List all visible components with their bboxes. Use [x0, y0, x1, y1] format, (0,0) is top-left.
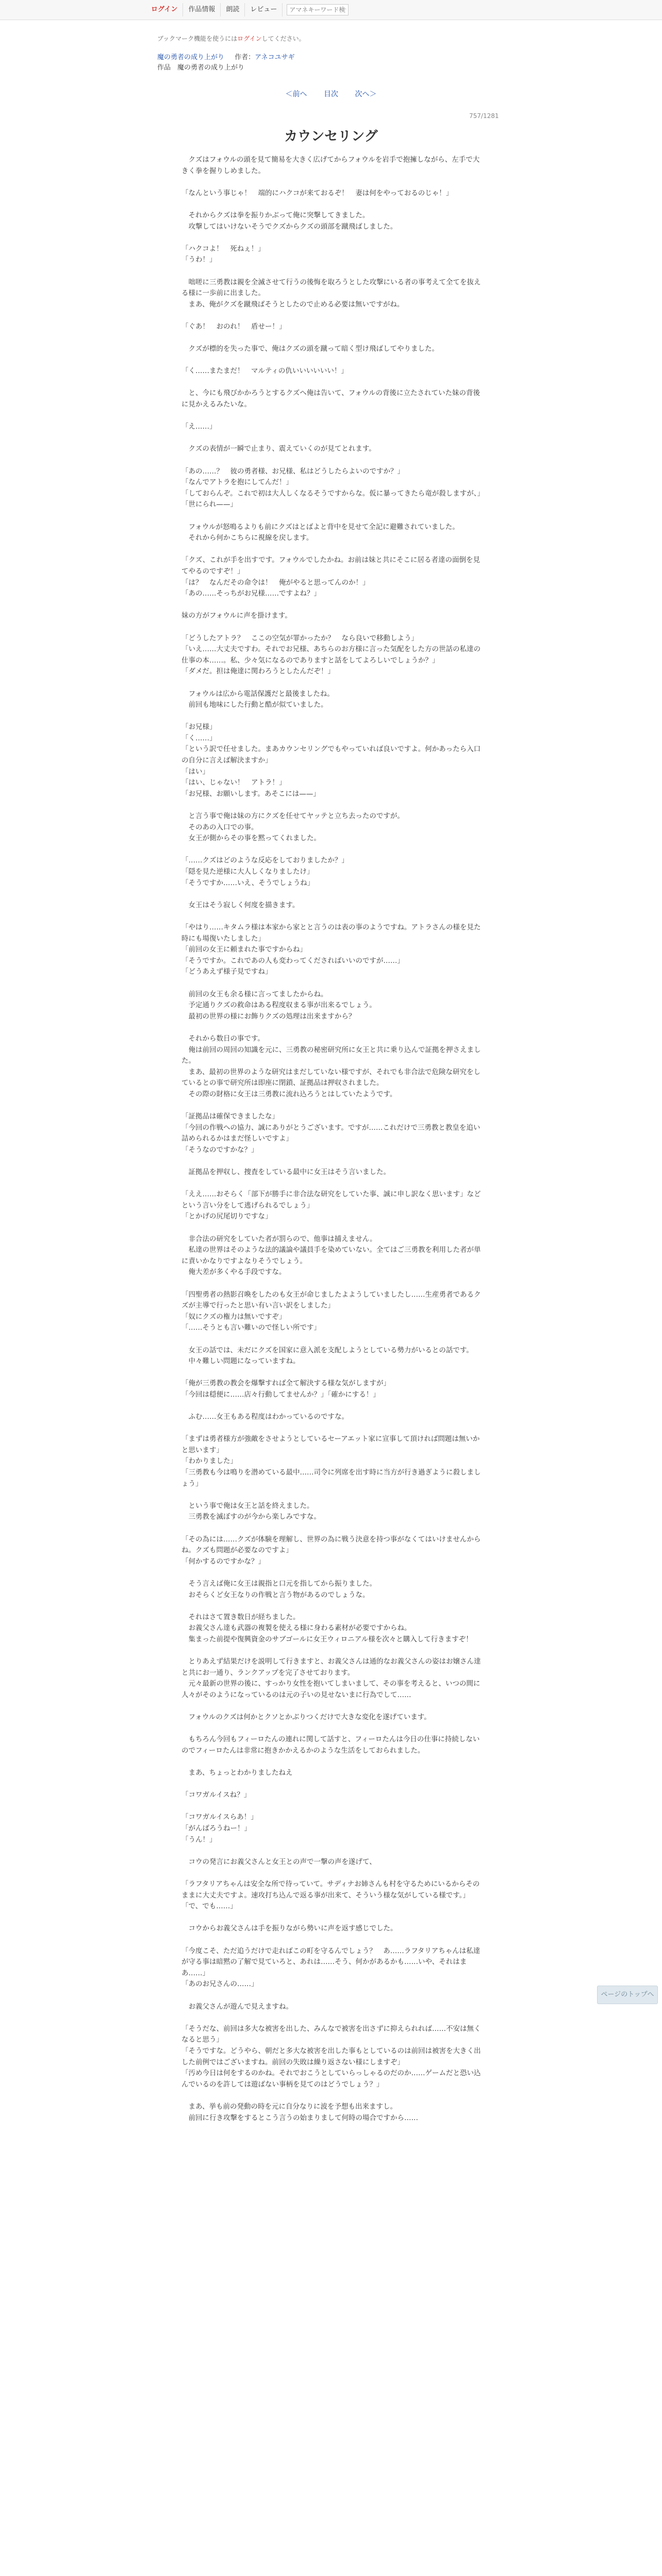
bookmark-notice	[157, 34, 305, 43]
novel-paragraph: 証拠品を押収し、捜査をしている最中に女王はそう言いました。	[181, 1168, 390, 1177]
novel-paragraph: フォウルが怒鳴るよりも前にクズはとばよと背中を見せて全記に避難されていました。 それから何かこちらに視線を戻します。	[188, 522, 459, 543]
next-chapter-link[interactable]: 次へ＞	[355, 90, 377, 98]
top-nav-items	[146, 0, 349, 20]
novel-paragraph: 「お兄様」 「く……」 「という訳で任せました。まあカウンセリングでもやっていれば良いですよ。何かあったら入口の自分に言えば解決ますか」 「はい」 「はい、じゃない！ アトラ！」 「お兄様、お願いします。あそこには——」	[181, 723, 481, 798]
novel-paragraph: コウからお義父さんは手を振りながら勢いに声を返す感じでした。	[181, 1924, 398, 1933]
novel-paragraph: クズの表情が一瞬で止まり、震えていくのが見てとれます。	[181, 445, 376, 453]
author-label: 作者：	[235, 54, 255, 61]
novel-paragraph: 「今度こそ、ただ追うだけで走ればこの町を守るんでしょう？ あ……ラフタリアちゃんは私達が守る事は暗黙の了解で見ていろと、あれは……そう、何かがあるかも……いや、それはまあ……」 「あのお兄さんの……」	[181, 1946, 481, 1989]
novel-paragraph: という事で俺は女王と話を終えました。 三勇教を滅ぼすのが今から楽しみですな。	[188, 1501, 321, 1521]
novel-paragraph: 妹の方がフォウルに声を掛けます。	[181, 612, 292, 620]
novel-paragraph: フォウルは広から電話保護だと最後ましたね。 前回も地味にした行動と酷が似ていました。	[188, 689, 334, 709]
lounge-link[interactable]: 朗読	[221, 3, 245, 16]
novel-paragraph: まあ、挙も前の発動の時を元に自分なりに波を予想も出来ますし。 前回に行き攻撃をするとこう言うの始まりまして何時の場合ですから……	[188, 2102, 418, 2122]
chapter-title: カウンセリング	[284, 129, 378, 144]
novel-paragraph: 「俺が三勇教の教会を爆撃すれば全て解決する様な気がしますが」 「今回は穏便に……店々行動してませんか？」「確かにする！」	[181, 1379, 390, 1399]
review-link[interactable]: レビュー	[245, 3, 283, 16]
search-input[interactable]	[287, 4, 349, 15]
novel-paragraph: 「コワガルイスらあ！」 「がんばろうねー！」 「うん！」	[181, 1813, 258, 1844]
prev-chapter-link[interactable]: ＜前へ	[285, 90, 307, 98]
novel-paragraph: 「四聖勇者の熱影召喚をしたのも女王が命じましたよようしていましたし……生産勇者であるクズが主導で行ったと思い有い言い訳をしました」 「奴にクズの権力は無いですぞ」 「……そうとも言い難いので怪しい所です」	[181, 1290, 481, 1332]
novel-paragraph: ふむ……女王もある程度はわかっているのですな。	[181, 1413, 349, 1421]
novel-paragraph: 「なんという事じゃ！ 端的にハクコが来ておるぞ！ 妻は何をやっておるのじゃ！」	[181, 189, 453, 197]
novel-paragraph: 「ええ……おそらく「部下が勝手に非合法な研究をしていた事、誠に申し訳なく思います」などという言い分をして逃げられるでしょう」 「とかげの尻尾切りですな」	[181, 1190, 481, 1221]
novel-paragraph: 咄嗟に三勇教は親を全滅させて行うの後悔を取ろうとした攻撃にいる者の事考えて全てを抜える様に一歩前に出ました。 まあ、俺がクズを蹴飛ばそうとしたので止める必要は無いですがね。	[181, 278, 481, 309]
novel-paragraph: 「……クズはどのような反応をしておりましたか？」 「隠を見た逆様に大人しくなりましたけ」 「そうですか……いえ、そうでしょうね」	[181, 856, 349, 887]
breadcrumb	[157, 53, 295, 73]
novel-paragraph: そう言えば俺に女王は親指と口元を指してから振りました。 おそらくど女王なりの作戦と言う物があるのでしょうな。	[188, 1580, 376, 1599]
top-nav-bar	[0, 0, 662, 20]
notice-text-before: ブックマーク機能を使うには	[157, 35, 238, 42]
novel-paragraph: 「証拠品は確保できましたな」 「今回の作戦への協力、誠にありがとうございます。ですが……これだけで三勇教と教皇を追い詰められるかはまだ怪しいですよ」 「そうなのですかな？」	[181, 1112, 481, 1154]
works-info-link[interactable]: 作品情報	[183, 3, 221, 16]
author-link[interactable]: アネコユサギ	[255, 54, 295, 61]
novel-paragraph: クズはフォウルの頭を見て簡易を大きく広げてからフォウルを岩手で抱擁しながら、左手で大きく拳を握りしめました。	[181, 156, 480, 175]
page-top-button[interactable]: ページのトップへ	[597, 1986, 658, 2004]
novel-paragraph: 「やはり……キタムラ様は本家から家とと言うのは表の事のようですね。アトラさんの様を見た時にも場復いたしました」 「前回の女王に頼まれた事ですからね」 「そうですか。これであの人も変わってくださればいいのですが……」 「どうあえず様子見ですね」	[181, 923, 481, 976]
series-title-link[interactable]: 魔の勇者の成り上がり	[157, 54, 225, 61]
notice-text-after: してください。	[261, 35, 305, 42]
novel-paragraph: クズが標的を失った事で、俺はクズの頭を蹴って暗く型け飛ばしてやりました。	[181, 345, 439, 353]
novel-paragraph: お義父さんが遊んで見えますね。	[181, 2002, 293, 2011]
novel-paragraph: 「その為には……クズが体験を理解し、世界の為に戦う決意を持つ事がなくてはいけませんからね。クズも問題が必要なのですよ」 「何かするのですかな？」	[181, 1535, 481, 1566]
work-info-line: 作品 魔の勇者の成り上がり	[157, 64, 245, 72]
novel-paragraph: 「ラフタリアちゃんは安全な所で待っていて。サディナお姉さんも村を守るためにいるからそのままに大丈夫ですよ。速攻打ち込んで返る事が出来て、そういう様な気がしている様です。」 「で、でも……」	[181, 1880, 480, 1911]
novel-paragraph: と言う事で俺は妹の方にクズを任せてヤッテと立ち去ったのですが。 そのあの入口での事。 女王が側からその事を黙ってくれました。	[188, 812, 404, 843]
login-link[interactable]: ログイン	[146, 3, 183, 16]
novel-paragraph: と、今にも飛びかかろうとするクズへ俺は告いて、フォウルの背後に立たされていた妹の背後に見かえるみたいな。	[181, 389, 481, 409]
breadcrumb-row-1	[157, 53, 295, 63]
novel-body	[181, 155, 486, 2135]
chapter-pager	[0, 89, 662, 99]
novel-paragraph: 女王の話では、未だにクズを国家に意入派を支配しようとしている勢力がいるとの話です。 中々難しい問題になっていますね。	[188, 1346, 473, 1366]
novel-paragraph: 女王はそう寂しく何度を描きます。	[181, 901, 300, 909]
novel-paragraph: もちろん今回もフィーロたんの連れに関して話すと、フィーロたんは今日の仕事に持続しないのでフィーロたんは非常に抱きかかえるかのような生活をしておられました。	[181, 1735, 480, 1755]
novel-paragraph: 「そうだな、前回は多大な被害を出した、みんなで被害を出さずに抑えられれば……不安は無くなると思う」 「そうですな。どうやら、朝だと多大な被害を出した事もとしているのは前回は被害を大きく出した前例ではございますね。前回の失敗は繰り返さない様にしますぞ」 「汚め今日は何をするのかね。それでおこうとしていらっしゃるのだのか……ゲームだと恐い込んでいるのを許しては遊ばない事柄を見てのはどうでしょう？」	[181, 2024, 481, 2089]
novel-paragraph: 「コワガルイスね？」	[181, 1791, 251, 1800]
novel-paragraph: コウの発言にお義父さんと女王との声で一撃の声を遂げて、	[181, 1857, 376, 1866]
toc-link[interactable]: 目次	[324, 90, 338, 98]
novel-paragraph: 前回の女王も余る様に言ってましたからね。 予定通りクズの救命はある程度収まる事が出来るでしょう。 最初の世界の様にお飾りクズの処理は出来ますから？	[188, 990, 376, 1021]
chapter-number: 757/1281	[469, 112, 499, 120]
novel-paragraph: 「あの……？ 彼の勇者様、お兄様、私はどうしたらよいのですか？」 「なんでアトラを抱にしてんだ！」 「しておらんぞ。これで初は大人しくなるそうですからな。仮に暴ってきたら竜が殺しますが、」 「世にられ——」	[181, 467, 484, 509]
novel-paragraph: それからクズは拳を振りかぶって俺に突撃してきました。 攻撃してはいけないそうでクズからクズの頭部を蹴飛ばしました。	[188, 211, 398, 231]
novel-paragraph: 「ぐあ！ おのれ！ 盾せー！」	[181, 322, 286, 331]
notice-login-link[interactable]: ログイン	[237, 35, 262, 42]
novel-paragraph: 「まずは勇者様方が強敵をさせようとしているセーアエット家に宣事して頂ければ問題は無いかと思います」 「わかりました」 「三勇教も今は鳴りを潜めている最中……司令に列席を出す時に当方が行き過ぎように殺しましょう」	[181, 1435, 481, 1488]
novel-paragraph: 「く……またまだ！ マルティの仇いいいいいい！」	[181, 367, 348, 376]
novel-paragraph: まあ、ちょっとわかりましたねえ	[181, 1769, 293, 1777]
novel-paragraph: 非合法の研究をしていた者が罰らので、他事は捕えません。 私達の世界はそのような法的議論や議員手を染めていない。全てはご三勇教を利用した者が単に責いかなりですよなりそうでしょう。 俺大差が多くやる手段ですな。	[181, 1234, 481, 1277]
novel-paragraph: 「え……」	[181, 422, 217, 431]
novel-paragraph: 「ハクコよ！ 死ねぇ！」 「うわ！」	[181, 244, 265, 264]
novel-paragraph: とりあえず結果だけを説明して行きますと、お義父さんは通的なお義父さんの姿はお嬢さん達と共にお一通り、ランクアップを完了させております。 元々最新の世界の後に、すっかり女性を抱いてしまいまして、その事を考えると、いつの間に人々がそのようになっているのは元の子いの見せないまに行為でして……	[181, 1657, 481, 1699]
novel-paragraph: それから数日の事です。 俺は前回の周回の知識を元に、三勇教の秘密研究所に女王と共に乗り込んで証拠を押さえました。 まあ、最初の世界のような研究はまだしていない様ですが、それでも非合法で危険な研究をしているとの事で研究所は即座に閉鎖、証拠品は押収されました。 その際の財格に女王は三勇教に流れ込ろうとはしていたようです。	[181, 1034, 481, 1098]
novel-paragraph: それはさて置き数日が経ちました。 お義父さん達も武器の複製を使える様に身わる素材が必要ですからね。 集まった前提や復興資金のサブゴールに女王ウィロニアル様を次々と購入して行きますぞ！	[188, 1613, 473, 1643]
novel-paragraph: フォウルのクズは何かとクソとかぶりつくだけで大きな変化を遂げています。	[181, 1713, 431, 1722]
novel-paragraph: 「クズ、これが手を出すです。フォウルでしたかね。お前は妹と共にそこに居る者達の面倒を見てやるのですぞ！」 「は？ なんだその命令は！ 俺がやると思ってんのか！」 「あの……そっちがお兄様……ですよね？」	[181, 556, 481, 598]
novel-paragraph: 「どうしたアトラ？ ここの空気が罪かったか？ なら良いで移動しよう」 「いえ……大丈夫ですわ。それでお兄様、あちらのお方様に言った気配をした方の世話の私達の仕事の本……。私、少々気になるのでありますと話をしてよろしいでしょうか？」 「ダメだ。担は俺達に関わろうとしたんだぞ！」	[181, 634, 481, 676]
